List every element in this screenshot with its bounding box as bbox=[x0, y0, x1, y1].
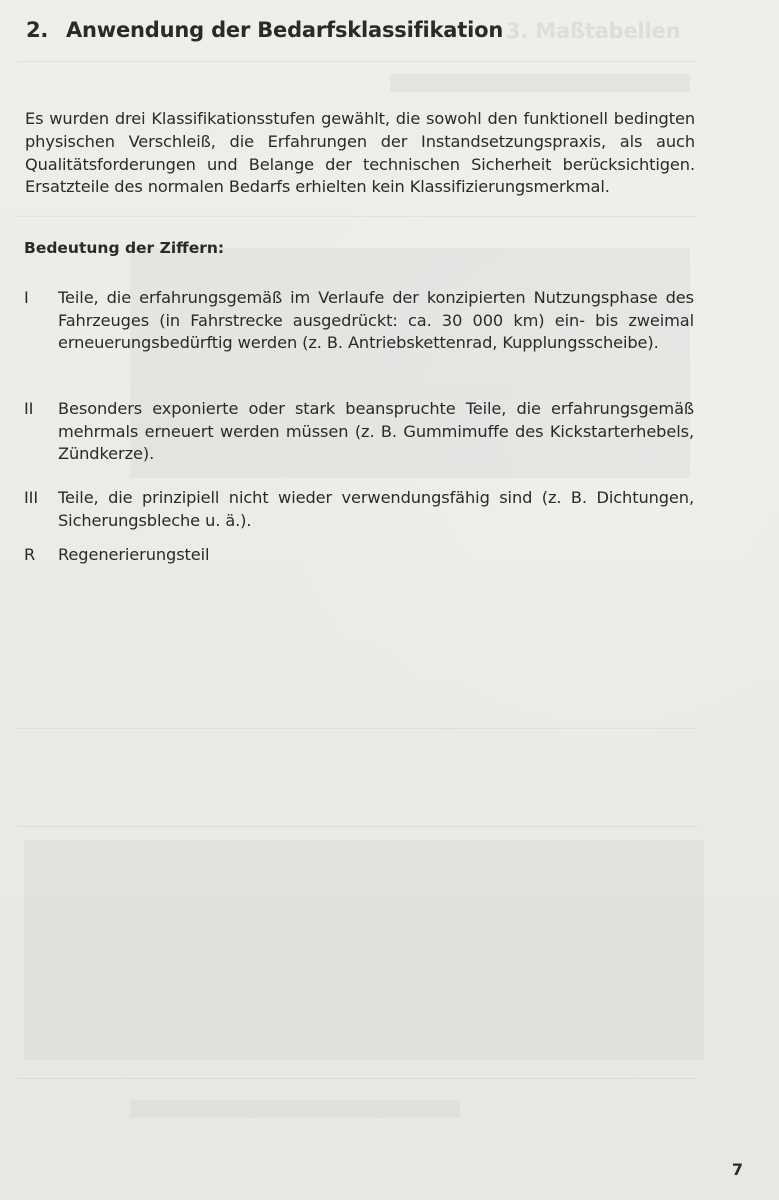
item-marker: R bbox=[24, 545, 36, 564]
section-number: 2. bbox=[26, 18, 49, 42]
bleed-through-block bbox=[130, 1100, 460, 1118]
bleed-through-rule bbox=[18, 728, 698, 729]
bleed-through-rule bbox=[18, 1078, 698, 1079]
item-text: Regenerierungsteil bbox=[58, 545, 210, 564]
bleed-through-title: 3. Maßtabellen bbox=[506, 19, 681, 43]
section-heading bbox=[26, 18, 681, 43]
classification-item bbox=[24, 287, 694, 355]
classification-item bbox=[24, 487, 694, 532]
item-marker: III bbox=[24, 488, 39, 507]
bleed-through-rule bbox=[18, 826, 698, 827]
bleed-through-block bbox=[390, 74, 690, 92]
classification-item bbox=[24, 544, 694, 567]
bleed-through-rule bbox=[18, 216, 698, 217]
bleed-through-block bbox=[24, 840, 704, 1060]
bleed-through-rule bbox=[18, 61, 698, 62]
item-text: Teile, die prinzipiell nicht wieder verwendungsfähig sind (z. B. Dichtungen, Sicherungsbleche u. ä.). bbox=[58, 488, 694, 530]
item-marker: I bbox=[24, 288, 29, 307]
item-marker: II bbox=[24, 399, 34, 418]
intro-paragraph: Es wurden drei Klassifikationsstufen gewählt, die sowohl den funktionell bedingten physischen Verschleiß, die Erfahrungen der Instandsetzungspraxis, als auch Qualitätsforderungen und Belange der technischen Sicherheit berücksichtigen. Ersatzteile des normalen Bedarfs erhielten kein Klassifizierungsmerkmal. bbox=[25, 109, 695, 197]
classification-item bbox=[24, 398, 694, 466]
digits-heading: Bedeutung der Ziffern: bbox=[24, 239, 225, 257]
section-title: Anwendung der Bedarfsklassifikation bbox=[66, 18, 504, 42]
item-text: Teile, die erfahrungsgemäß im Verlaufe der konzipierten Nutzungsphase des Fahrzeuges (in Fahrstrecke ausgedrückt: ca. 30 000 km) ein- bis zweimal erneuerungsbedürftig werden (z. B. Antriebskettenrad, Kupplungsscheibe). bbox=[58, 288, 694, 353]
page-number: 7 bbox=[731, 1160, 743, 1179]
item-text: Besonders exponierte oder stark beanspruchte Teile, die erfahrungsgemäß mehrmals erneuert werden müssen (z. B. Gummimuffe des Kickstarterhebels, Zündkerze). bbox=[58, 399, 694, 464]
